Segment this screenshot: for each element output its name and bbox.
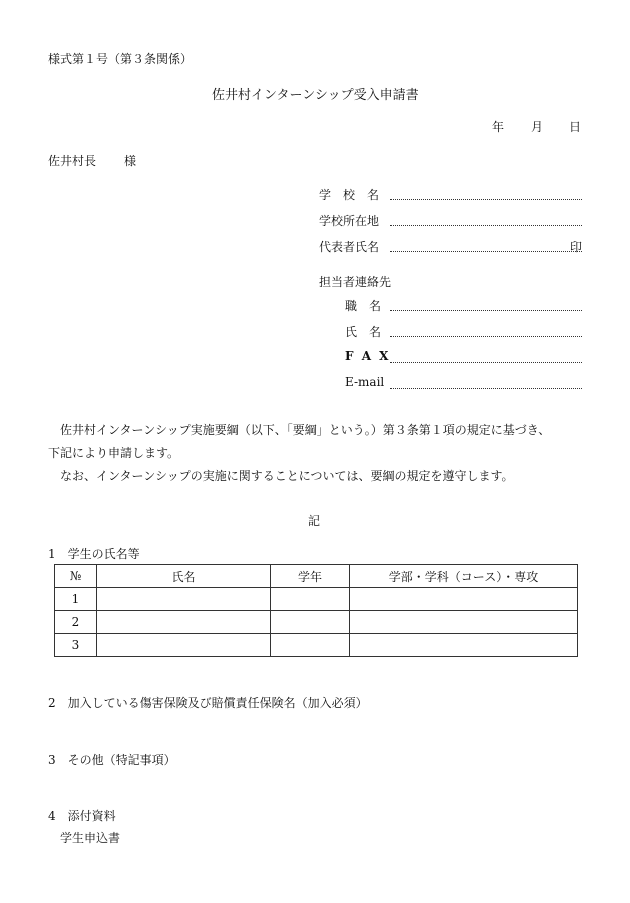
email-field[interactable]: [319, 375, 582, 391]
position-label: 職 名: [345, 299, 382, 313]
table-row: [55, 588, 578, 611]
position-line: [390, 310, 582, 311]
contact-name-line: [390, 336, 582, 337]
student-grade-cell[interactable]: [271, 634, 350, 657]
representative-field[interactable]: [319, 238, 582, 254]
row-number: 2: [55, 611, 97, 634]
contact-heading: 担当者連絡先: [319, 275, 392, 289]
document-title: 佐井村インターンシップ受入申請書: [212, 88, 419, 103]
student-name-cell[interactable]: [97, 611, 271, 634]
section-4-heading: 4 添付資料: [48, 809, 116, 823]
ki-heading: 記: [308, 514, 321, 528]
position-field[interactable]: [319, 297, 582, 313]
student-faculty-cell[interactable]: [350, 611, 578, 634]
school-name-field[interactable]: [319, 186, 582, 202]
student-grade-cell[interactable]: [271, 588, 350, 611]
body-paragraph-1-line-2: 下記により申請します。: [48, 446, 180, 460]
date-month-label: 月: [531, 120, 544, 134]
school-name-line: [390, 199, 582, 200]
column-header-number: №: [55, 565, 97, 588]
section-1-heading: 1 学生の氏名等: [48, 547, 140, 561]
representative-line: [390, 251, 582, 252]
student-grade-cell[interactable]: [271, 611, 350, 634]
fax-field[interactable]: [319, 349, 582, 365]
column-header-grade: 学年: [271, 565, 350, 588]
row-number: 1: [55, 588, 97, 611]
contact-name-label: 氏 名: [345, 325, 382, 339]
email-label: E-mail: [345, 375, 385, 389]
seal-mark: 印: [569, 240, 582, 254]
contact-name-field[interactable]: [319, 323, 582, 339]
body-paragraph-1-line-1: 佐井村インターンシップ実施要綱（以下、「要綱」という。）第３条第１項の規定に基づき、: [60, 423, 551, 437]
student-faculty-cell[interactable]: [350, 634, 578, 657]
school-name-label: 学 校 名: [319, 188, 380, 202]
student-faculty-cell[interactable]: [350, 588, 578, 611]
representative-label: 代表者氏名: [319, 240, 380, 254]
student-table: [54, 564, 578, 657]
date-year-label: 年: [492, 120, 505, 134]
student-name-cell[interactable]: [97, 634, 271, 657]
school-address-label: 学校所在地: [319, 214, 380, 228]
fax-label: F A X: [345, 349, 391, 363]
school-address-line: [390, 225, 582, 226]
attachment-item: 学生申込書: [60, 831, 121, 845]
column-header-name: 氏名: [97, 565, 271, 588]
addressee-honorific: 様: [124, 154, 137, 168]
table-header-row: [55, 565, 578, 588]
row-number: 3: [55, 634, 97, 657]
table-row: [55, 611, 578, 634]
form-number: 様式第１号（第３条関係）: [48, 52, 193, 66]
email-line: [390, 388, 582, 389]
school-address-field[interactable]: [319, 212, 582, 228]
section-3-heading: 3 その他（特記事項）: [48, 753, 176, 767]
fax-line: [390, 362, 582, 363]
section-2-heading: 2 加入している傷害保険及び賠償責任保険名（加入必須）: [48, 696, 368, 710]
date-day-label: 日: [569, 120, 582, 134]
student-name-cell[interactable]: [97, 588, 271, 611]
table-row: [55, 634, 578, 657]
column-header-faculty: 学部・学科（コース）・専攻: [350, 565, 578, 588]
addressee-name: 佐井村長: [48, 154, 97, 168]
body-paragraph-2: なお、インターンシップの実施に関することについては、要綱の規定を遵守します。: [60, 469, 514, 483]
